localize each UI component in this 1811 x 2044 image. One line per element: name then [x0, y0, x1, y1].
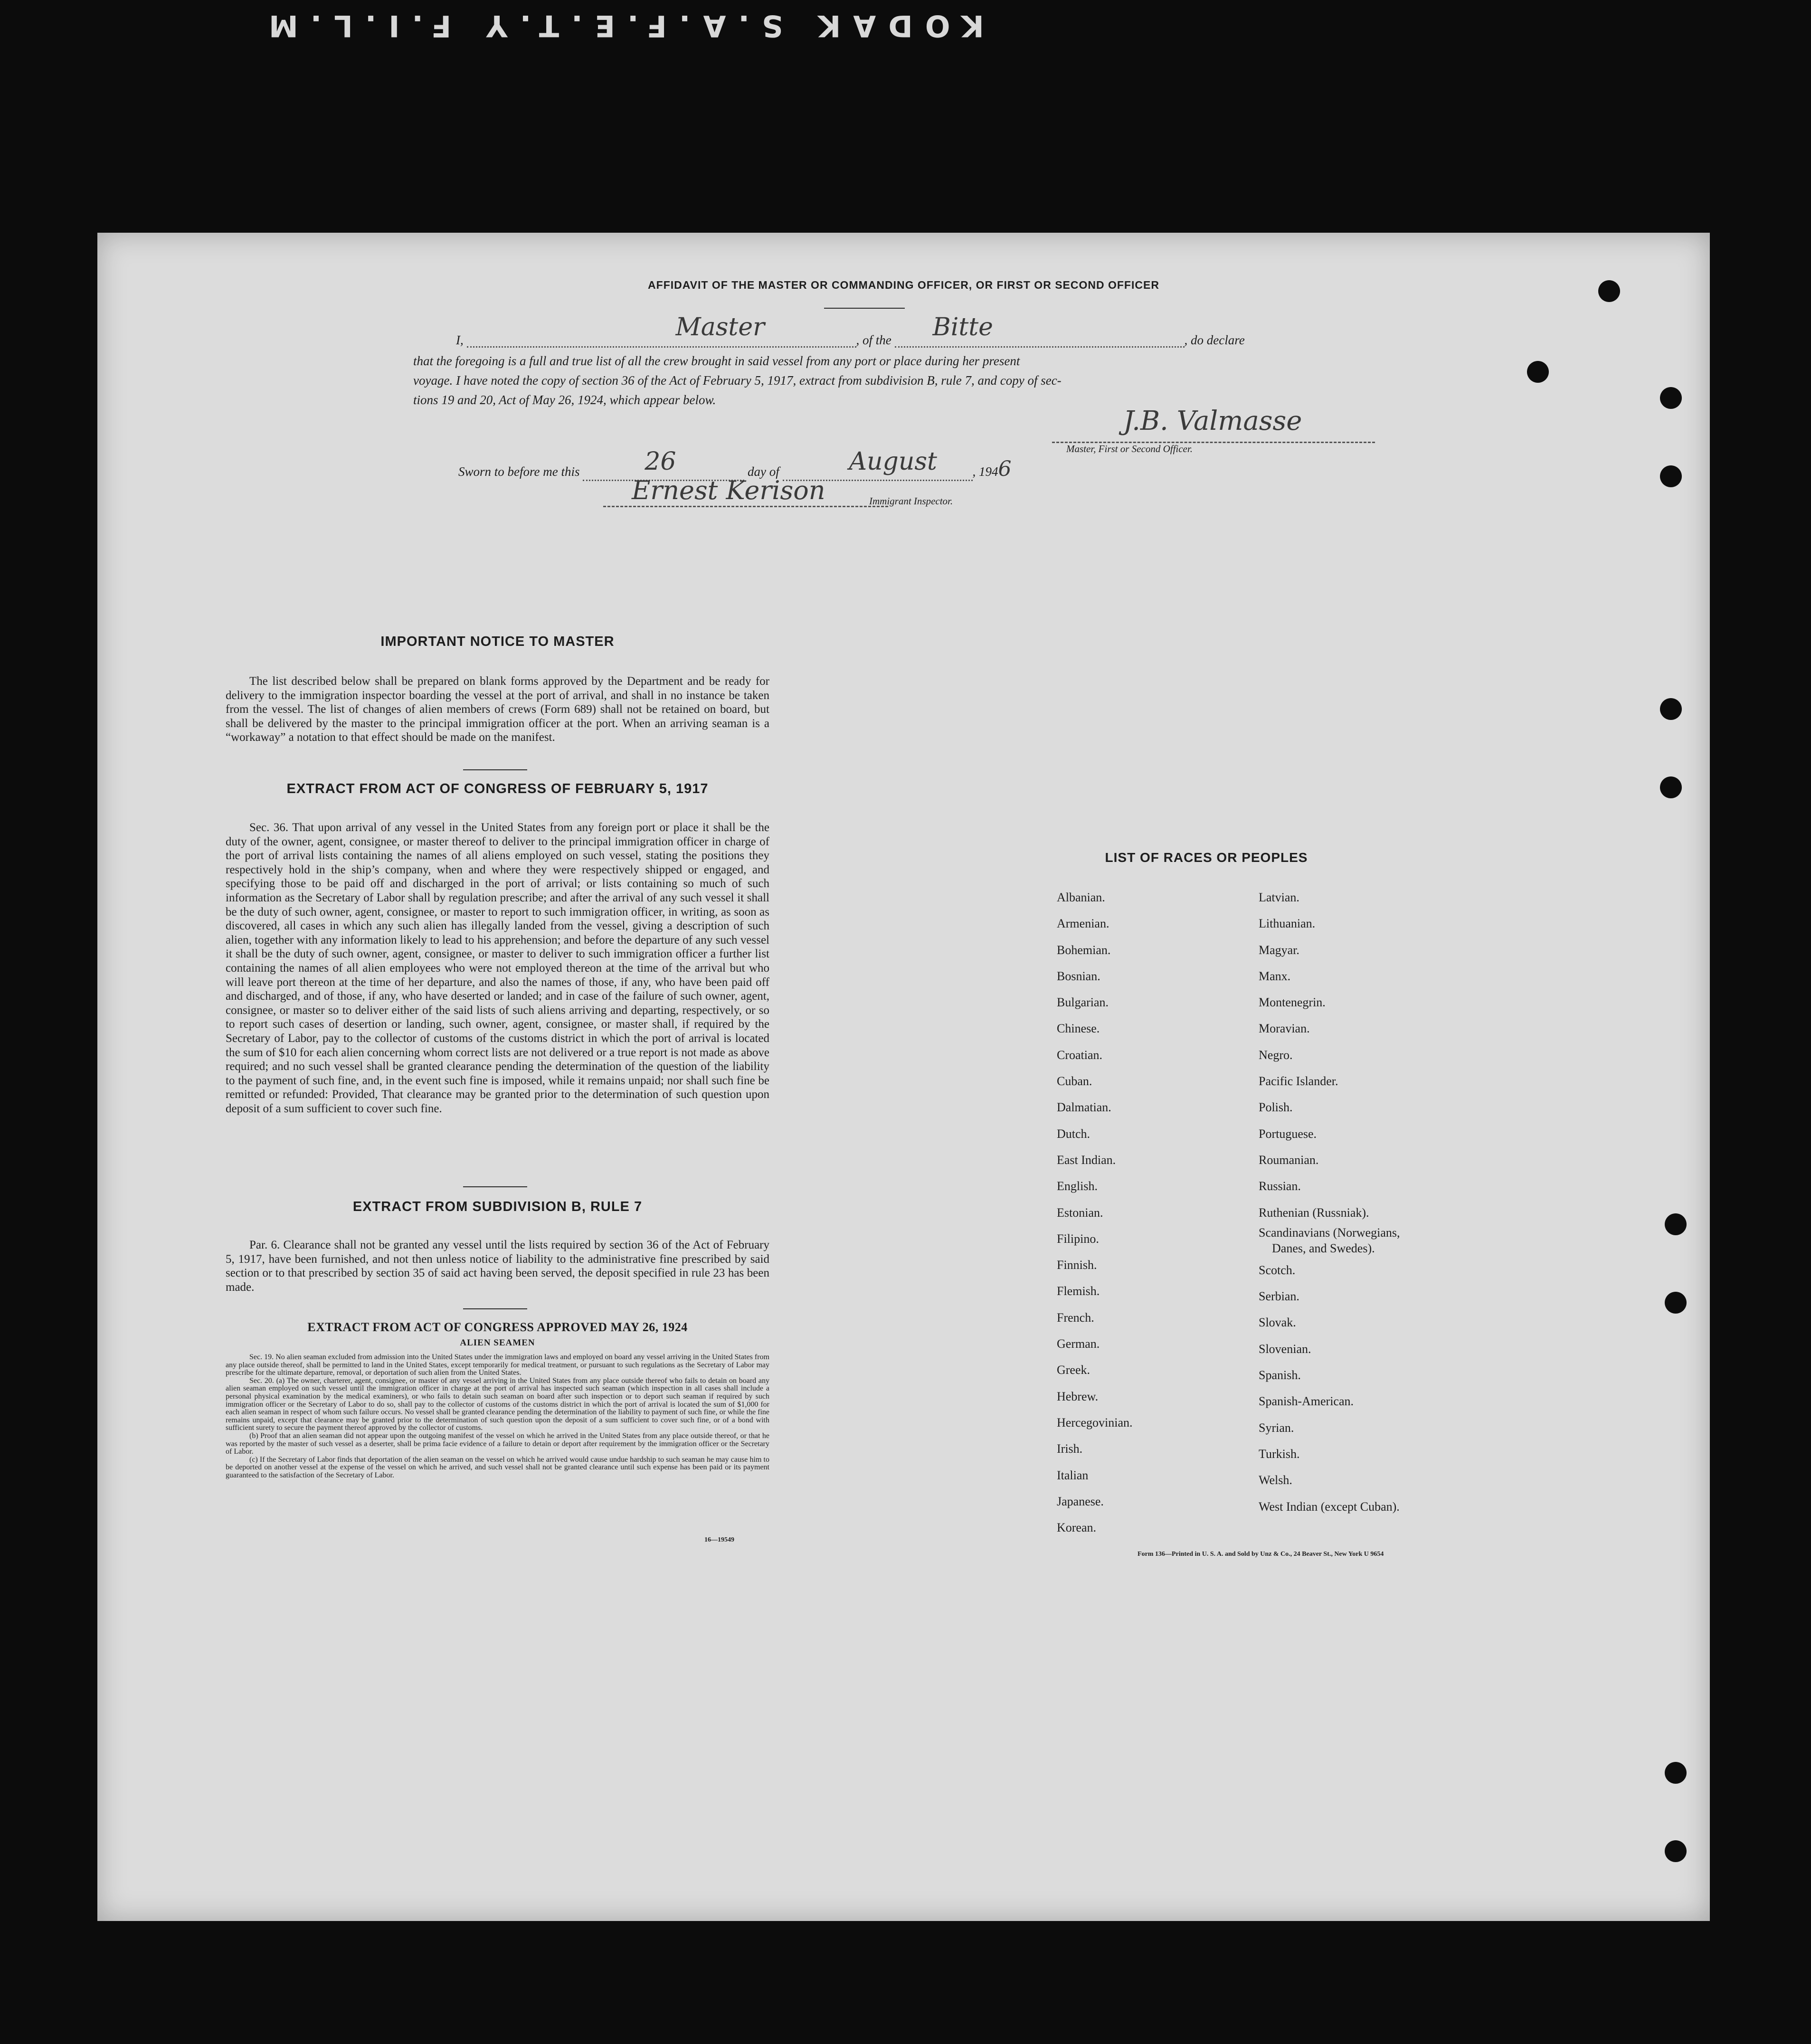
punch-hole [1660, 387, 1682, 409]
declaration-line-3: voyage. I have noted the copy of section 36 of the Act of February 5, 1917, extract from subdivision B, rule 7, and copy of sec- [413, 373, 1062, 388]
race-item: German. [1057, 1337, 1100, 1351]
inspector-caption: Immigrant Inspector. [869, 495, 953, 507]
sworn-day-handwritten: 26 [645, 447, 676, 476]
declaration-line-2: that the foregoing is a full and true list of all the crew brought in said vessel from any port or place during her present [413, 354, 1020, 368]
race-item: Hercegovinian. [1057, 1415, 1133, 1429]
print-code: 16—19549 [704, 1536, 734, 1543]
race-item: Armenian. [1057, 917, 1109, 931]
race-item: Polish. [1259, 1100, 1293, 1115]
race-item: West Indian (except Cuban). [1259, 1499, 1400, 1514]
race-item: Slovak. [1259, 1315, 1296, 1330]
punch-hole [1660, 465, 1682, 487]
race-item: Korean. [1057, 1521, 1097, 1535]
notice-heading: IMPORTANT NOTICE TO MASTER [380, 634, 615, 649]
race-item: Russian. [1259, 1179, 1301, 1193]
race-item: Chinese. [1057, 1022, 1100, 1036]
extract-1917-heading: EXTRACT FROM ACT OF CONGRESS OF FEBRUARY 5, 1917 [286, 781, 709, 796]
race-item: Albanian. [1057, 890, 1105, 904]
race-item: English. [1057, 1179, 1098, 1193]
title-divider [824, 308, 905, 309]
sec-19-text: Sec. 19. No alien seaman excluded from admission into the United States under the immigration laws and employed on board any vessel arriving in the United States from any place outside thereof, shall be permitted to land in the United States, except temporarily for medical treatment, or pursuant to such regulations as the Secretary of Labor may prescribe for the ultimate departure, removal, or deportation of such alien from the United States. [226, 1353, 769, 1377]
inspector-signature-line [603, 475, 888, 507]
of-the-label: , of the [856, 333, 891, 347]
sworn-year-prefix: , 194 [972, 464, 998, 479]
race-item: Spanish-American. [1259, 1394, 1354, 1409]
race-item: Bohemian. [1057, 943, 1111, 957]
sworn-day-label: day of [748, 464, 779, 479]
race-item: Estonian. [1057, 1205, 1103, 1220]
race-item: Japanese. [1057, 1494, 1104, 1508]
race-item: Roumanian. [1259, 1153, 1319, 1167]
race-item: Greek. [1057, 1363, 1090, 1377]
film-edge-text: KODAK S.A.F.E.T.Y F.I.L.M [256, 9, 984, 43]
race-item: Turkish. [1259, 1447, 1300, 1461]
race-item: Scandinavians (Norwegians, [1259, 1225, 1400, 1240]
extract-rule7-body: Par. 6. Clearance shall not be granted any vessel until the lists required by section 36 of the Act of February 5, 1917, have been furnished, and not then unless notice of liability to the administrative fine prescribed by said section or to that prescribed by section 35 of said act having been served, the deposit specified in rule 23 has been made. [226, 1239, 769, 1294]
race-item: East Indian. [1057, 1153, 1116, 1167]
race-item: Montenegrin. [1259, 995, 1326, 1010]
sec-20b-text: (b) Proof that an alien seaman did not appear upon the outgoing manifest of the vessel on which he arrived in the United States from any place outside thereof, or that he was reported by the master of such vessel as a deserter, shall be prima facie evidence of a failure to detain or deport after requirement by the immigration officer or the Secretary of Labor. [226, 1431, 769, 1456]
race-item: Negro. [1259, 1048, 1293, 1062]
race-item: Serbian. [1259, 1289, 1299, 1304]
race-item: Ruthenian (Russniak). [1259, 1205, 1369, 1220]
extract-1924-heading: EXTRACT FROM ACT OF CONGRESS APPROVED MAY 26, 1924 [307, 1320, 688, 1334]
extract-rule7-heading: EXTRACT FROM SUBDIVISION B, RULE 7 [352, 1199, 643, 1214]
officer-signature: J.B. Valmasse [1123, 406, 1302, 436]
races-heading: LIST OF RACES OR PEOPLES [1105, 850, 1308, 865]
race-item: Italian [1057, 1468, 1089, 1482]
race-item: Lithuanian. [1259, 917, 1316, 931]
race-item: Moravian. [1259, 1022, 1310, 1036]
section-divider [463, 769, 527, 770]
declaration-line-4: tions 19 and 20, Act of May 26, 1924, which appear below. [413, 393, 716, 407]
sec-20c-text: (c) If the Secretary of Labor finds that deportation of the alien seaman on the vessel on which he arrived would cause undue hardship to such seaman he may cause him to be deported on another vessel at the expense of the vessel on which he arrived, and such vessel shall not be granted clearance until such expense has been paid or its payment guaranteed to the satisfaction of the Secretary of Labor. [226, 1455, 769, 1479]
race-item: Slovenian. [1259, 1342, 1311, 1356]
punch-hole [1665, 1762, 1687, 1784]
punch-hole [1665, 1213, 1687, 1235]
extract-1917-body: Sec. 36. That upon arrival of any vessel in the United States from any foreign port or place it shall be the duty of the owner, agent, consignee, or master thereof to deliver to the principal immigration officer in charge of the port of arrival lists containing the names of all aliens employed on such vessel, stating the positions they respectively hold in the ship’s company, when and where they were respectively shipped or engaged, and specifying those to be paid off and discharged in the port of arrival; or lists containing so much of such information as the Secretary of Labor shall by regulation prescribe; and after the arrival of any such vessel it shall be the duty of such owner, agent, consignee, or master to report to such immigration officer, in writing, as soon as discovered, all cases in which any such alien has illegally landed from the vessel, giving a description of such alien, together with any information likely to lead to his apprehension; and before the departure of any such vessel it shall be the duty of such owner, agent, consignee, or master to deliver to such immigration officer a further list containing the names of all alien employees who were not employed thereon at the time of the arrival but who will leave port thereon at the time of her departure, and also the names of those, if any, who have been paid off and discharged, and of those, if any, who have deserted or landed; and in case of the failure of such owner, agent, consignee, or master so to deliver either of the said lists of such aliens arriving and departing, respectively, or so to report such cases of desertion or landing, such owner, agent, consignee, or master shall, if required by the Secretary of Labor, pay to the collector of customs of the customs district in which the port of arrival is located the sum of $10 for each alien concerning whom correct lists are not delivered or a true report is not made as above required; and no such vessel shall be granted clearance pending the determination of the question of the liability to the payment of such fine, and, in the event such fine is imposed, while it remains unpaid; nor shall such fine be remitted or refunded: Provided, That clearance may be granted prior to the determination of such question upon deposit of a sum sufficient to cover such fine. [226, 821, 769, 1115]
race-item: Scotch. [1259, 1263, 1296, 1277]
races-left-column [1057, 884, 1247, 1541]
race-item: Pacific Islander. [1259, 1074, 1338, 1088]
sworn-year-handwritten: 6 [998, 457, 1012, 481]
race-item: Filipino. [1057, 1231, 1099, 1246]
affidavit-declaration [413, 351, 1420, 410]
affidavit-title: AFFIDAVIT OF THE MASTER OR COMMANDING OFFICER, OR FIRST OR SECOND OFFICER [648, 279, 1159, 291]
race-item: Portuguese. [1259, 1126, 1317, 1141]
declarant-name-field [467, 313, 856, 348]
sworn-month-handwritten: August [849, 447, 937, 476]
race-item: Spanish. [1259, 1368, 1301, 1382]
race-item: Cuban. [1057, 1074, 1092, 1088]
inspector-signature: Ernest Kerison [632, 475, 825, 505]
section-divider [463, 1308, 527, 1309]
race-item: Croatian. [1057, 1048, 1103, 1062]
vessel-name-field [895, 313, 1185, 348]
race-item: Manx. [1259, 969, 1291, 983]
race-item: French. [1057, 1310, 1094, 1325]
extract-1924-body [226, 1353, 769, 1480]
races-right-column [1259, 884, 1458, 1520]
race-item: Bosnian. [1057, 969, 1100, 983]
declare-suffix: , do declare [1184, 333, 1245, 347]
race-item: Hebrew. [1057, 1389, 1099, 1403]
punch-hole [1665, 1840, 1687, 1862]
punch-hole [1660, 776, 1682, 798]
film-edge-marking [0, 0, 1811, 71]
form-note: Form 136—Printed in U. S. A. and Sold by Unz & Co., 24 Beaver St., New York U 9654 [1138, 1551, 1384, 1558]
extract-1924-subheading: ALIEN SEAMEN [460, 1338, 535, 1348]
race-item: Finnish. [1057, 1258, 1097, 1272]
vessel-name-handwritten: Bitte [932, 313, 993, 341]
declarant-prefix: I, [456, 333, 464, 347]
race-item: Bulgarian. [1057, 995, 1109, 1010]
notice-body: The list described below shall be prepared on blank forms approved by the Department and be ready for delivery to the immigration inspector boarding the vessel at the port of arrival, and shall in no instance be taken from the vessel. The list of changes of alien members of crews (Form 689) shall not be retained on board, but shall be delivered by the master to the principal immigration officer at the port. When an arriving seaman is a “workaway” a notation to that effect should be made on the manifest. [226, 675, 769, 744]
section-divider [463, 1186, 527, 1187]
officer-caption: Master, First or Second Officer. [1066, 443, 1193, 454]
officer-signature-line [1052, 406, 1375, 443]
punch-hole [1527, 361, 1549, 383]
punch-hole [1660, 698, 1682, 720]
document-sheet [97, 233, 1710, 1921]
race-item: Dutch. [1057, 1126, 1090, 1141]
race-item: Syrian. [1259, 1420, 1294, 1435]
race-item: Magyar. [1259, 943, 1299, 957]
declarant-name-handwritten: Master [675, 313, 765, 341]
sec-20a-text: Sec. 20. (a) The owner, charterer, agent, consignee, or master of any vessel arriving in the United States from any place outside thereof who fails to detain on board any alien seaman employed on such vessel until the immigration officer in charge at the port of arrival has inspected such seaman (which inspection in all cases shall include a personal physical examination by the medical examiners), or who fails to detain such seaman on board after such inspection or to deport such seaman if required by such immigration officer or the Secretary of Labor to do so, shall pay to the collector of customs of the customs district in which the port of arrival is located the sum of $1,000 for each alien seaman in respect of whom such failure occurs. No vessel shall be granted clearance pending the determination of the liability to payment of such fine, or while the fine remains unpaid, except that clearance may be granted prior to the determination of such question upon the deposit of a sum sufficient to cover such fine, or of a bond with sufficient surety to secure the payment thereof approved by the collector of customs. [226, 1376, 769, 1432]
race-item: Welsh. [1259, 1473, 1292, 1487]
affidavit-line-1 [456, 313, 1413, 348]
race-item: Irish. [1057, 1442, 1083, 1456]
sworn-prefix: Sworn to before me this [458, 464, 580, 479]
race-item: Dalmatian. [1057, 1100, 1111, 1115]
race-item: Flemish. [1057, 1284, 1100, 1298]
punch-hole [1665, 1292, 1687, 1314]
race-item: Latvian. [1259, 890, 1299, 904]
race-item: Danes, and Swedes). [1272, 1241, 1375, 1255]
